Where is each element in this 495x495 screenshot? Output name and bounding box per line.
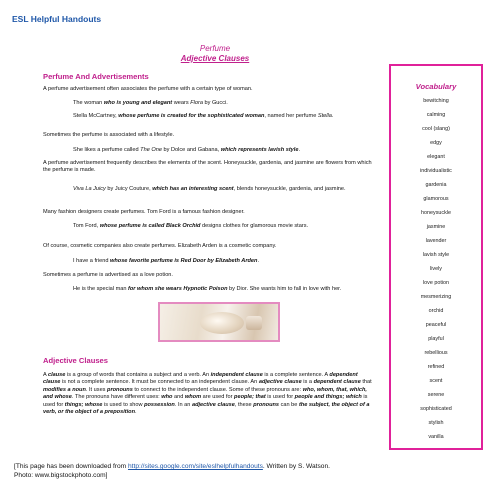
example-sentence: Stella McCartney, whose perfume is created for the sophisticated woman, named her perfume Stella. — [73, 113, 334, 119]
vocab-word: gardenia — [425, 182, 447, 188]
vocab-word: calming — [426, 112, 446, 118]
page-subtitle: Adjective Clauses — [180, 54, 250, 63]
example-sentence: She likes a perfume called The One by Dolce and Gabana, which represents lavish style. — [73, 147, 301, 153]
vocab-word: honeysuckle — [421, 210, 451, 216]
vocab-word: elegant — [427, 154, 445, 160]
vocab-word: lavender — [425, 238, 447, 244]
paragraph: Sometimes a perfume is advertised as a love potion. — [43, 272, 173, 278]
source-link[interactable]: http://sites.google.com/site/eslhelpfulhandouts — [128, 463, 263, 470]
vocab-word: lavish style — [422, 252, 450, 258]
perfume-bottle-image — [200, 312, 244, 334]
paragraph: A perfume advertisement often associates the perfume with a certain type of woman. — [43, 86, 253, 92]
section-heading-adjective-clauses: Adjective Clauses — [43, 356, 108, 365]
vocab-word: bewitching — [423, 98, 449, 104]
adjective-clause-explanation: A clause is a group of words that contains a subject and a verb. An independent clause is a complete sentence. A dependent clause is not a complete sentence. It must be connected to an independent clause. An adjective clause is a dependent clause that modifies a noun. It uses pronouns to connect to the independent clause. Some of these pronouns are: who, whom, that, which, and whose. The pronouns have different uses: who and whom are used for people; that is used for people and things; which is used for things; whose is used to show possession. In an adjective clause, these pronouns can be the subject, the object of a verb, or the object of a preposition. — [43, 372, 372, 416]
vocabulary-box — [389, 64, 483, 450]
vocab-word: stylish — [428, 420, 444, 426]
perfume-cap-image — [246, 316, 262, 330]
example-sentence: I have a friend whose favorite perfume is Red Door by Elizabeth Arden. — [73, 258, 260, 264]
perfume-photo — [158, 302, 280, 342]
vocab-word: scent — [429, 378, 443, 384]
example-sentence: Tom Ford, whose perfume is called Black Orchid designs clothes for glamorous movie stars. — [73, 223, 309, 229]
vocab-word: cool (slang) — [422, 126, 450, 132]
vocab-word: lively — [430, 266, 442, 272]
vocab-word: mesmerizing — [420, 294, 452, 300]
page-title: Perfume — [199, 44, 231, 53]
example-sentence: He is the special man for whom she wears Hypnotic Poison by Dior. She wants him to fall in love with her. — [73, 286, 342, 292]
vocab-word: peaceful — [425, 322, 447, 328]
vocab-word: rebellious — [424, 350, 448, 356]
vocab-word: individualistic — [420, 168, 452, 174]
paragraph: Many fashion designers create perfumes. Tom Ford is a famous fashion designer. — [43, 209, 245, 215]
paragraph: A perfume advertisement frequently describes the elements of the scent. Honeysuckle, gardenia, and jasmine are flowers from which the perfume is made. — [43, 160, 372, 174]
example-sentence: The woman who is young and elegant wears Flora by Gucci. — [73, 100, 228, 106]
section-heading-perfume-ads: Perfume And Advertisements — [43, 72, 149, 81]
vocab-word: refined — [427, 364, 445, 370]
vocab-word: jasmine — [426, 224, 446, 230]
vocab-word: orchid — [428, 308, 444, 314]
vocab-word: edgy — [430, 140, 442, 146]
paragraph: Of course, cosmetic companies also create perfumes. Elizabeth Arden is a cosmetic company. — [43, 243, 277, 249]
vocab-word: glamorous — [423, 196, 449, 202]
site-header: ESL Helpful Handouts — [12, 14, 102, 24]
vocab-word: playful — [428, 336, 444, 342]
paragraph: Sometimes the perfume is associated with a lifestyle. — [43, 132, 175, 138]
vocab-word: serene — [427, 392, 445, 398]
example-sentence: Viva La Juicy by Juicy Couture, which has an interesting scent, blends honeysuckle, gardenia, and jasmine. — [73, 186, 346, 192]
vocab-word: love potion — [422, 280, 450, 286]
vocab-word: sophisticated — [420, 406, 452, 412]
vocab-word: vanilla — [428, 434, 444, 440]
vocabulary-title: Vocabulary — [415, 82, 457, 91]
footer-attribution: [This page has been downloaded from http://sites.google.com/site/eslhelpfulhandouts. Written by S. Watson. Photo: www.bigstockphoto.com] — [14, 463, 330, 479]
